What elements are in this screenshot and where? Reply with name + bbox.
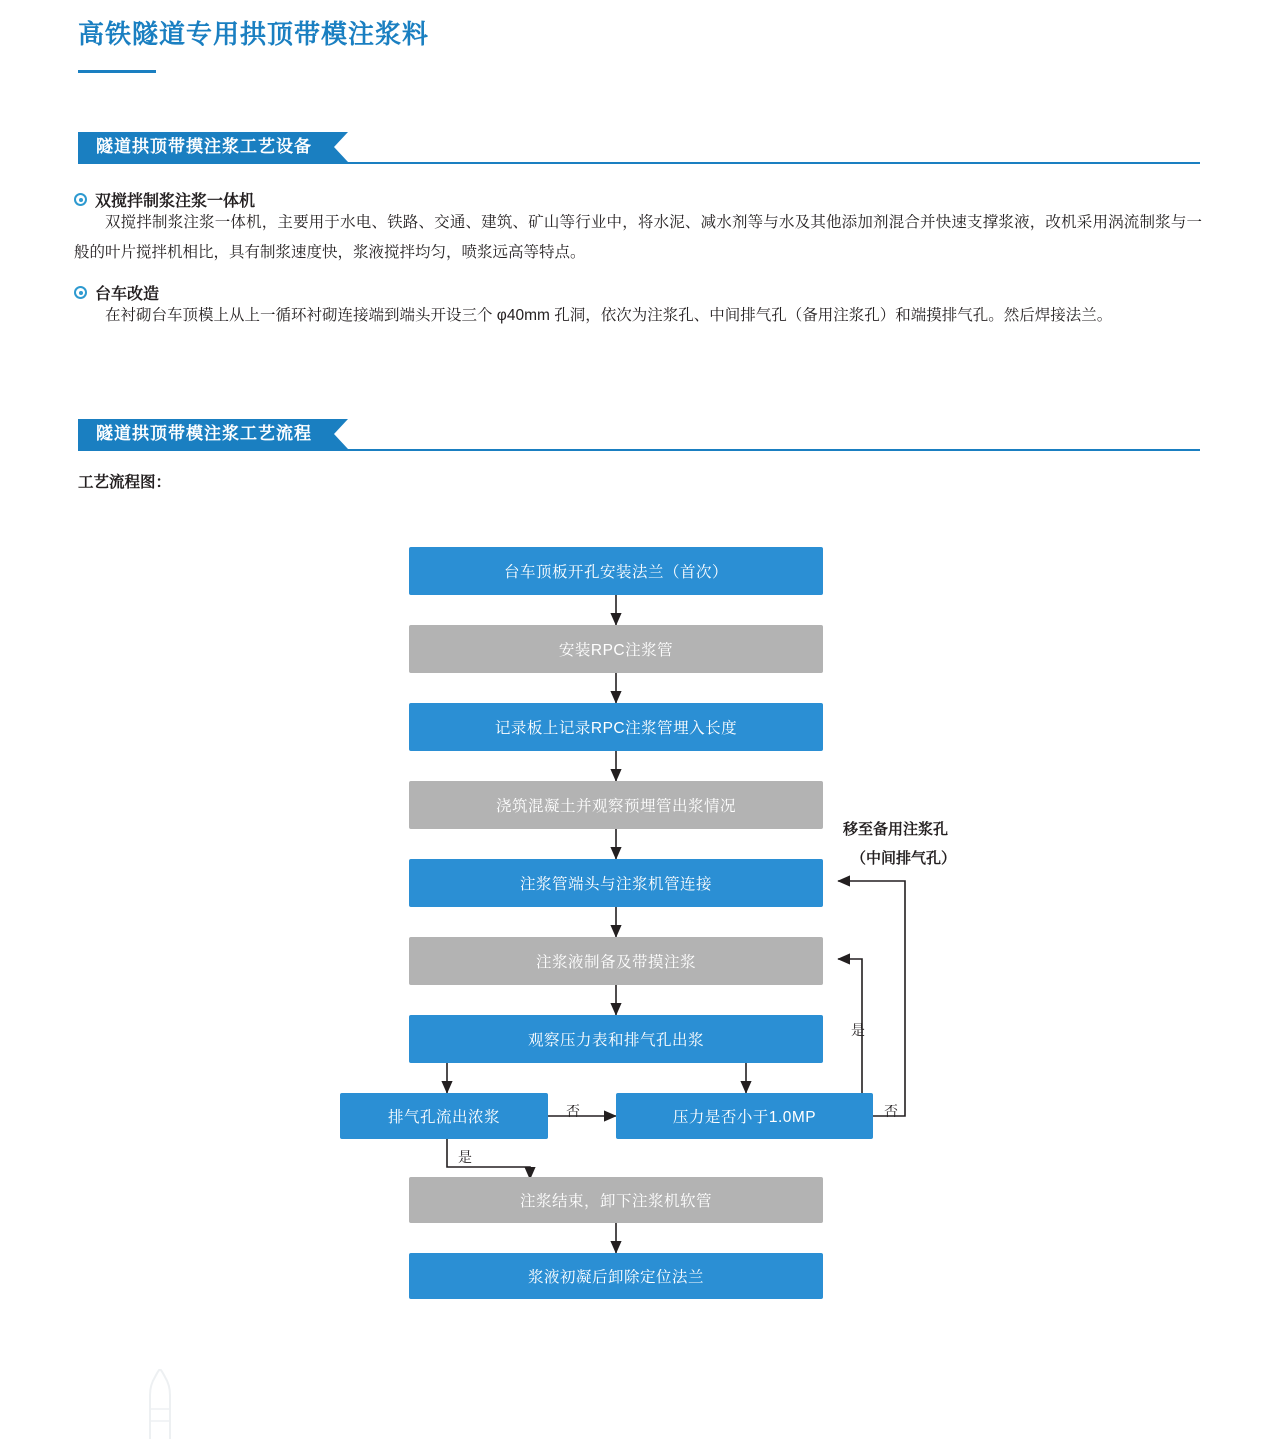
section-header-equipment bbox=[78, 132, 334, 162]
section-header-process bbox=[78, 419, 334, 449]
section-header-equipment-rule bbox=[78, 162, 1200, 164]
section-header-process-rule bbox=[78, 449, 1200, 451]
process-flowchart bbox=[0, 515, 1280, 1315]
edge-label-e3: 是 bbox=[851, 1022, 865, 1038]
edge-label-e1: 否 bbox=[566, 1103, 580, 1119]
section-header-equipment-label: 隧道拱顶带摸注浆工艺设备 bbox=[78, 132, 334, 162]
flow-node-n7: 观察压力表和排气孔出浆 bbox=[409, 1015, 823, 1063]
flow-node-n2: 安装RPC注浆管 bbox=[409, 625, 823, 673]
flow-node-n1: 台车顶板开孔安装法兰（首次） bbox=[409, 547, 823, 595]
edge-label-e2: 是 bbox=[458, 1149, 472, 1165]
bullet-item-machine-label: 双搅拌制浆注浆一体机 bbox=[95, 193, 256, 210]
annotation-a1-line2: （中间排气孔） bbox=[851, 850, 957, 867]
flowchart-caption: 工艺流程图： bbox=[78, 474, 172, 491]
flow-node-n4: 浇筑混凝土并观察预埋管出浆情况 bbox=[409, 781, 823, 829]
flow-node-n8: 排气孔流出浓浆 bbox=[340, 1093, 548, 1139]
bullet-item-trolley-label: 台车改造 bbox=[95, 286, 160, 303]
watermark-tower-icon bbox=[120, 1369, 240, 1439]
page-title: 高铁隧道专用拱顶带模注浆料 bbox=[78, 19, 430, 49]
section-header-process-label: 隧道拱顶带模注浆工艺流程 bbox=[78, 419, 334, 449]
paragraph-trolley: 在衬砌台车顶模上从上一循环衬砌连接端到端头开设三个 φ40mm 孔洞，依次为注浆孔、中间排气孔（备用注浆孔）和端摸排气孔。然后焊接法兰。 bbox=[105, 307, 1113, 324]
flow-node-n6: 注浆液制备及带摸注浆 bbox=[409, 937, 823, 985]
bullet-ring-icon bbox=[74, 193, 87, 206]
flow-node-n3: 记录板上记录RPC注浆管埋入长度 bbox=[409, 703, 823, 751]
flow-node-n9: 压力是否小于1.0MP bbox=[616, 1093, 873, 1139]
title-underline-rule bbox=[78, 70, 156, 73]
flow-node-n5: 注浆管端头与注浆机管连接 bbox=[409, 859, 823, 907]
edge-label-e4: 否 bbox=[884, 1103, 898, 1119]
annotation-a1-line1: 移至备用注浆孔 bbox=[843, 821, 949, 838]
paragraph-machine: 双搅拌制浆注浆一体机，主要用于水电、铁路、交通、建筑、矿山等行业中，将水泥、减水剂等与水及其他添加剂混合并快速支撑浆液，改机采用涡流制浆与一般的叶片搅拌机相比，具有制浆速度快，浆液搅拌均匀，喷浆远高等特点。 bbox=[74, 214, 1202, 261]
flow-node-n10: 注浆结束，卸下注浆机软管 bbox=[409, 1177, 823, 1223]
bullet-ring-icon bbox=[74, 286, 87, 299]
flow-node-n11: 浆液初凝后卸除定位法兰 bbox=[409, 1253, 823, 1299]
